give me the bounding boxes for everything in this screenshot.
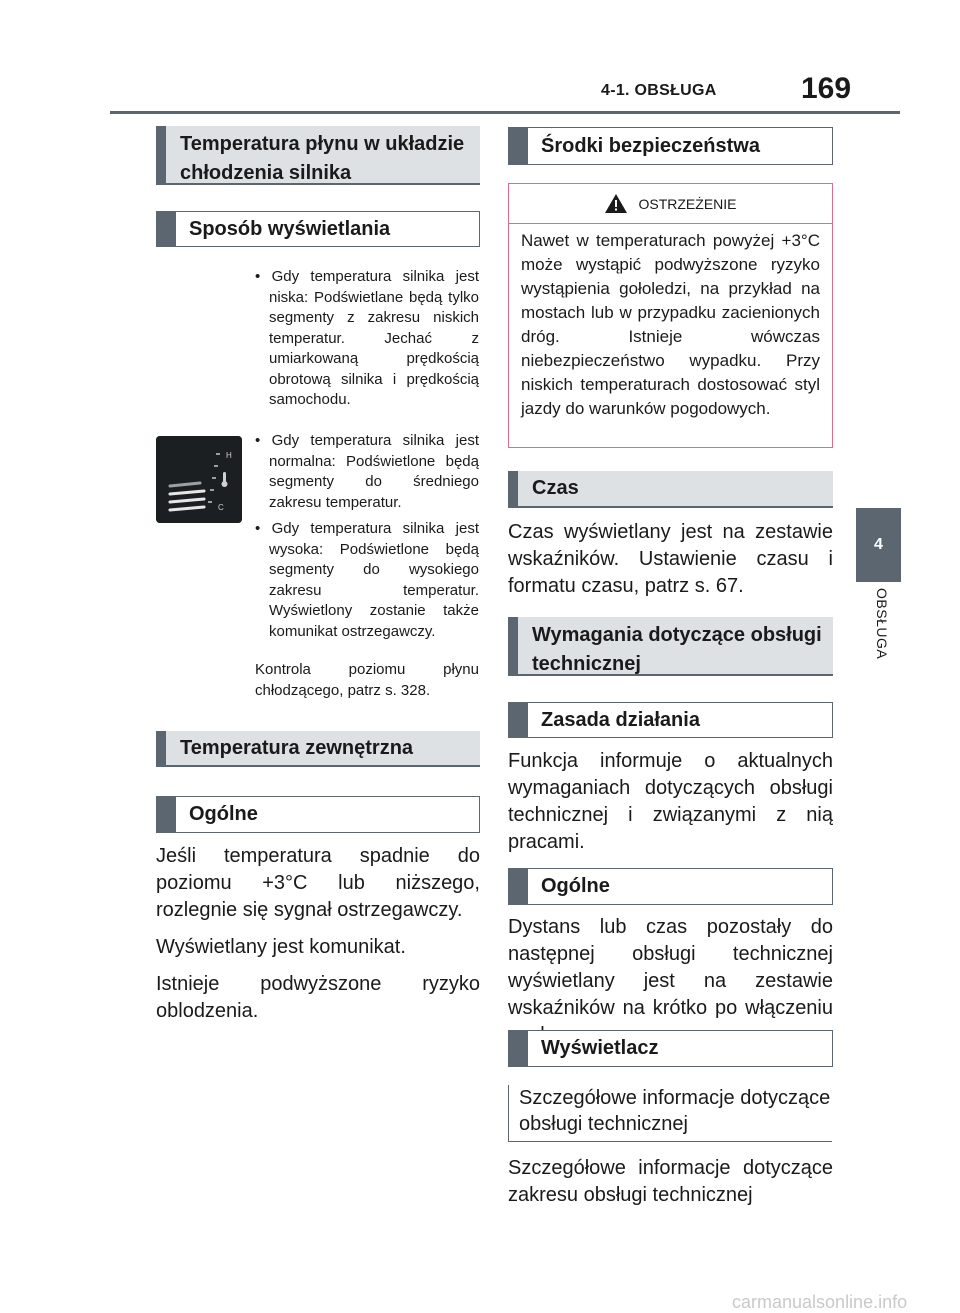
bottom-text: Szczegółowe informacje dotyczące zakresu obsługi technicznej [508,1157,833,1206]
bullet-normal-temperature: • Gdy temperatura silnika jest normalna: Podświetlone będą segmenty do średniego zakresu temperatur. [255,432,479,511]
subheading-safety [508,127,833,165]
subheading-general-left [156,796,480,833]
subheading-display-method [156,211,480,247]
heading-outside-temperature-text: Temperatura zewnętrzna [180,737,414,759]
principle-text: Funkcja informuje o aktualnych wymaganiach dotyczących obsługi technicznej i związanymi z nią pracami. [508,750,833,853]
warning-label: OSTRZEŻENIE [638,195,737,212]
outside-temperature-text [156,843,480,1035]
bullet-high-temperature: • Gdy temperatura silnika jest wysoka: Podświetlone będą segmenty do wysokiego zakresu temperatur. Wyświetlony zostanie także komunikat ostrzegawczy. [255,520,479,640]
outside-paragraph-1: Jeśli temperatura spadnie do poziomu +3°C lub niższego, rozlegnie się sygnał ostrzegawczy. [156,845,480,921]
heading-coolant-temperature [156,126,480,185]
subheading-display-method-text: Sposób wyświetlania [189,217,391,240]
heading-service-requirements [508,617,833,676]
header-divider [110,111,900,114]
heading-time [508,471,833,508]
gauge-label-hot: H [226,451,232,460]
heading-coolant-temperature-text: Temperatura płynu w układzie chłodzenia silnika [180,133,465,184]
outside-paragraph-2: Wyświetlany jest komunikat. [156,936,406,958]
heading-outside-temperature [156,731,480,767]
gauge-label-cold: C [218,503,224,512]
subheading-principle-text: Zasada działania [541,708,700,731]
section-title: 4-1. OBSŁUGA [601,82,717,99]
subheading-principle [508,702,833,738]
chapter-tab: 4 [856,508,901,582]
heading-service-requirements-text: Wymagania dotyczące obsługi technicznej [532,624,822,675]
coolant-level-note: Kontrola poziomu płynu chłodzącego, patrz s. 328. [255,661,479,699]
bullet-low-temperature: • Gdy temperatura silnika jest niska: Podświetlane będą tylko segmenty z zakresu niskich temperatur. Jechać z umiarkowaną prędkością obrotową silnika i prędkością samochodu. [255,268,479,408]
detail-box: Szczegółowe informacje dotyczące obsługi technicznej [508,1085,832,1142]
watermark: carmanualsonline.info [732,1292,908,1312]
warning-text: Nawet w temperaturach powyżej +3°C może wystąpić podwyższone ryzyko wystąpienia gołoledzi, na przykład na mostach lub w przypadku zacienionych dróg. Istnieje wówczas niebezpieczeństwo wypadku. Przy niskich temperaturach dostosować styl jazdy do warunków pogodowych. [521,231,820,418]
warning-header [509,184,832,224]
heading-time-text: Czas [532,477,579,499]
subheading-general-right [508,868,833,905]
subheading-general-right-text: Ogólne [541,875,610,897]
subheading-display [508,1030,833,1067]
general-service-text: Dystans lub czas pozostały do następnej obsługi technicznej wyświetlany jest na zestawie wskaźników na krótko po włączeniu [508,916,833,1019]
subheading-safety-text: Środki bezpieczeństwa [541,134,760,157]
bullet-list-normal-high [255,431,479,648]
warning-box [508,183,833,448]
outside-paragraph-3: Istnieje podwyższone ryzyko oblodzenia. [156,973,480,1022]
temperature-gauge-image [156,436,242,523]
subheading-display-text: Wyświetlacz [541,1037,659,1059]
page-number: 169 [801,72,852,105]
subheading-general-left-text: Ogólne [189,803,258,825]
bullet-list-low [255,267,479,417]
warning-triangle-icon [604,193,628,214]
time-text: Czas wyświetlany jest na zestawie wskaźników. Ustawienie czasu i formatu czasu, patrz s. 67. [508,521,833,597]
chapter-label: OBSŁUGA [874,588,890,660]
